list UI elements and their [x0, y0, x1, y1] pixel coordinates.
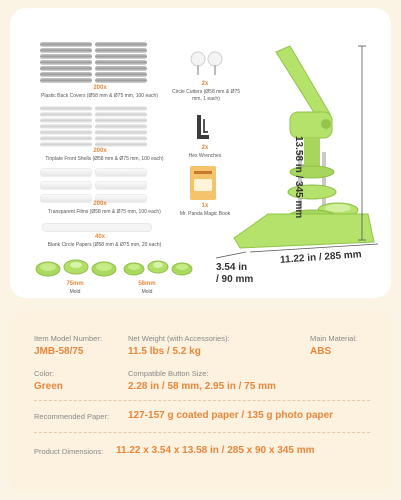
mold-75-label: Mold — [69, 289, 81, 295]
color-value: Green — [34, 381, 63, 392]
front-shells-label: Tinplate Front Shells (Ø58 mm & Ø75 mm, 100 each) — [45, 156, 164, 162]
front-shells-qty: 200x — [93, 148, 107, 154]
model-value: JMB-58/75 — [34, 346, 84, 357]
mold-75-size: 75mm — [66, 281, 84, 287]
color-label: Color: — [34, 369, 55, 378]
length-dimension: 11.22 in / 285 mm — [279, 249, 363, 266]
button-size-value: 2.28 in / 58 mm, 2.95 in / 75 mm — [128, 381, 276, 392]
material-value: ABS — [310, 346, 332, 357]
back-covers-label: Plastic Back Covers (Ø58 mm & Ø75 mm, 100 each) — [41, 93, 158, 99]
circle-cutters-qty: 2x — [201, 81, 209, 87]
weight-label: Net Weight (with Accessories): — [128, 334, 230, 343]
back-covers-qty: 200x — [93, 85, 107, 91]
height-dimension: 13.58 in / 345 mm — [293, 136, 304, 219]
magic-book-qty: 1x — [201, 203, 209, 209]
mold-58-size: 58mm — [138, 281, 156, 287]
divider-2 — [34, 432, 370, 433]
circle-papers-qty: 40x — [94, 234, 105, 240]
mold-58-label: Mold — [141, 289, 153, 295]
hex-wrenches-qty: 2x — [201, 145, 209, 151]
paper-value: 127-157 g coated paper / 135 g photo paper — [128, 410, 334, 421]
magic-book-label: Mr. Panda Magic Book — [179, 211, 231, 217]
paper-label: Recommended Paper: — [34, 412, 110, 421]
button-size-label: Compatible Button Size: — [128, 369, 209, 378]
circle-cutters-label: Circle Cutters (Ø58 mm & Ø75 mm, 1 each) — [171, 89, 241, 102]
circle-papers-label: Blank Circle Papers (Ø58 mm & Ø75 mm, 20 each) — [47, 242, 162, 248]
weight-value: 11.5 lbs / 5.2 kg — [128, 346, 201, 357]
width-dimension-line2: / 90 mm — [216, 274, 254, 285]
material-label: Main Material: — [310, 334, 358, 343]
product-contents-card — [10, 8, 391, 298]
product-dimensions-value: 11.22 x 3.54 x 13.58 in / 285 x 90 x 345 mm — [116, 445, 315, 456]
divider-1 — [34, 400, 370, 401]
films-label: Transparent Films (Ø58 mm & Ø75 mm, 100 each) — [48, 209, 161, 215]
model-label: Item Model Number: — [34, 334, 102, 343]
hex-wrenches-label: Hex Wrenches — [188, 153, 222, 159]
specifications-card — [10, 310, 391, 492]
product-dimensions-label: Product Dimensions: — [34, 447, 104, 456]
films-qty: 200x — [93, 201, 107, 207]
width-dimension-line1: 3.54 in — [216, 262, 248, 273]
